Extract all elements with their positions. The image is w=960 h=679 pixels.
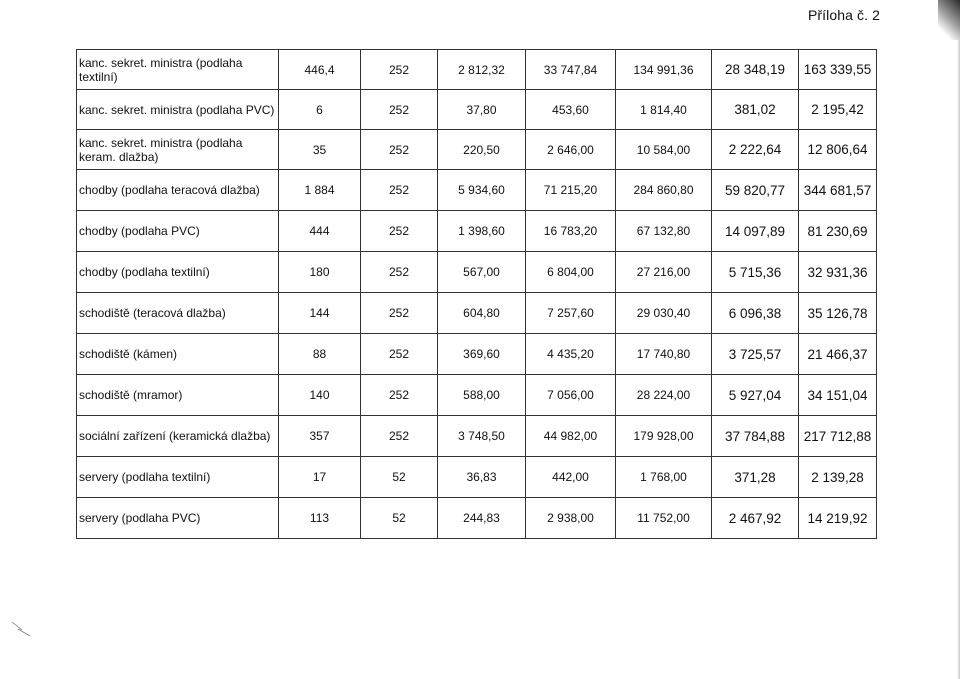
table-cell: 14 219,92 <box>799 498 877 539</box>
table-cell: 1 398,60 <box>438 211 526 252</box>
table-cell: 179 928,00 <box>616 416 712 457</box>
scan-shadow-corner <box>938 0 960 40</box>
table-cell: 7 257,60 <box>526 293 616 334</box>
table-cell: 17 <box>279 457 361 498</box>
table-cell: 17 740,80 <box>616 334 712 375</box>
table-cell: 140 <box>279 375 361 416</box>
table-row <box>77 457 877 498</box>
table-cell: 588,00 <box>438 375 526 416</box>
row-label: schodiště (teracová dlažba) <box>77 293 279 334</box>
table-cell: 2 222,64 <box>712 130 799 170</box>
row-label: servery (podlaha PVC) <box>77 498 279 539</box>
scan-mark <box>10 620 32 638</box>
table-cell: 446,4 <box>279 50 361 90</box>
table-cell: 3 748,50 <box>438 416 526 457</box>
table-cell: 28 348,19 <box>712 50 799 90</box>
table-cell: 252 <box>361 170 438 211</box>
table-cell: 252 <box>361 293 438 334</box>
table-cell: 252 <box>361 252 438 293</box>
cost-table <box>76 49 877 539</box>
table-row <box>77 334 877 375</box>
table-cell: 220,50 <box>438 130 526 170</box>
row-label: schodiště (kámen) <box>77 334 279 375</box>
table-cell: 371,28 <box>712 457 799 498</box>
row-label: schodiště (mramor) <box>77 375 279 416</box>
row-label: sociální zařízení (keramická dlažba) <box>77 416 279 457</box>
table-row <box>77 130 877 170</box>
table-cell: 44 982,00 <box>526 416 616 457</box>
table-cell: 252 <box>361 90 438 130</box>
table-cell: 284 860,80 <box>616 170 712 211</box>
table-cell: 2 467,92 <box>712 498 799 539</box>
table-cell: 6 096,38 <box>712 293 799 334</box>
table-cell: 33 747,84 <box>526 50 616 90</box>
table-cell: 34 151,04 <box>799 375 877 416</box>
row-label: chodby (podlaha textilní) <box>77 252 279 293</box>
table-cell: 444 <box>279 211 361 252</box>
table-row <box>77 90 877 130</box>
table-row <box>77 293 877 334</box>
table-cell: 32 931,36 <box>799 252 877 293</box>
table-cell: 5 927,04 <box>712 375 799 416</box>
table-cell: 453,60 <box>526 90 616 130</box>
table-row <box>77 498 877 539</box>
table-cell: 344 681,57 <box>799 170 877 211</box>
table-cell: 81 230,69 <box>799 211 877 252</box>
table-cell: 5 934,60 <box>438 170 526 211</box>
table-cell: 180 <box>279 252 361 293</box>
table-cell: 217 712,88 <box>799 416 877 457</box>
table-cell: 6 804,00 <box>526 252 616 293</box>
table-cell: 252 <box>361 50 438 90</box>
table-cell: 134 991,36 <box>616 50 712 90</box>
table-cell: 67 132,80 <box>616 211 712 252</box>
table-row <box>77 211 877 252</box>
table-cell: 604,80 <box>438 293 526 334</box>
table-cell: 5 715,36 <box>712 252 799 293</box>
table-row <box>77 252 877 293</box>
table-cell: 37,80 <box>438 90 526 130</box>
table-cell: 442,00 <box>526 457 616 498</box>
table-cell: 567,00 <box>438 252 526 293</box>
table-cell: 10 584,00 <box>616 130 712 170</box>
table-row <box>77 50 877 90</box>
table-cell: 144 <box>279 293 361 334</box>
table-cell: 12 806,64 <box>799 130 877 170</box>
table-cell: 252 <box>361 130 438 170</box>
table-cell: 14 097,89 <box>712 211 799 252</box>
table-cell: 16 783,20 <box>526 211 616 252</box>
table-cell: 252 <box>361 211 438 252</box>
table-row <box>77 170 877 211</box>
table-cell: 11 752,00 <box>616 498 712 539</box>
table-cell: 21 466,37 <box>799 334 877 375</box>
table-cell: 2 646,00 <box>526 130 616 170</box>
table-cell: 88 <box>279 334 361 375</box>
table-cell: 381,02 <box>712 90 799 130</box>
table-cell: 1 884 <box>279 170 361 211</box>
page-label: Příloha č. 2 <box>807 7 880 23</box>
table-cell: 59 820,77 <box>712 170 799 211</box>
row-label: servery (podlaha textilní) <box>77 457 279 498</box>
row-label: kanc. sekret. ministra (podlaha keram. dlažba) <box>77 130 279 170</box>
table-cell: 4 435,20 <box>526 334 616 375</box>
table-cell: 252 <box>361 416 438 457</box>
row-label: kanc. sekret. ministra (podlaha PVC) <box>77 90 279 130</box>
table-cell: 71 215,20 <box>526 170 616 211</box>
table-cell: 252 <box>361 375 438 416</box>
table-cell: 2 938,00 <box>526 498 616 539</box>
table-cell: 369,60 <box>438 334 526 375</box>
table-cell: 27 216,00 <box>616 252 712 293</box>
table-cell: 28 224,00 <box>616 375 712 416</box>
table-row <box>77 375 877 416</box>
table-cell: 35 126,78 <box>799 293 877 334</box>
row-label: chodby (podlaha teracová dlažba) <box>77 170 279 211</box>
table-cell: 244,83 <box>438 498 526 539</box>
table-cell: 113 <box>279 498 361 539</box>
table-body <box>77 50 877 539</box>
table-cell: 36,83 <box>438 457 526 498</box>
table-cell: 6 <box>279 90 361 130</box>
table-cell: 37 784,88 <box>712 416 799 457</box>
table-row <box>77 416 877 457</box>
table-cell: 1 814,40 <box>616 90 712 130</box>
table-cell: 2 195,42 <box>799 90 877 130</box>
table-cell: 35 <box>279 130 361 170</box>
table-cell: 163 339,55 <box>799 50 877 90</box>
table-cell: 1 768,00 <box>616 457 712 498</box>
table-cell: 52 <box>361 457 438 498</box>
table-cell: 3 725,57 <box>712 334 799 375</box>
table-cell: 252 <box>361 334 438 375</box>
table-cell: 52 <box>361 498 438 539</box>
table-cell: 2 139,28 <box>799 457 877 498</box>
table-cell: 7 056,00 <box>526 375 616 416</box>
table-cell: 29 030,40 <box>616 293 712 334</box>
table-cell: 357 <box>279 416 361 457</box>
table-cell: 2 812,32 <box>438 50 526 90</box>
row-label: kanc. sekret. ministra (podlaha textilní) <box>77 50 279 90</box>
row-label: chodby (podlaha PVC) <box>77 211 279 252</box>
